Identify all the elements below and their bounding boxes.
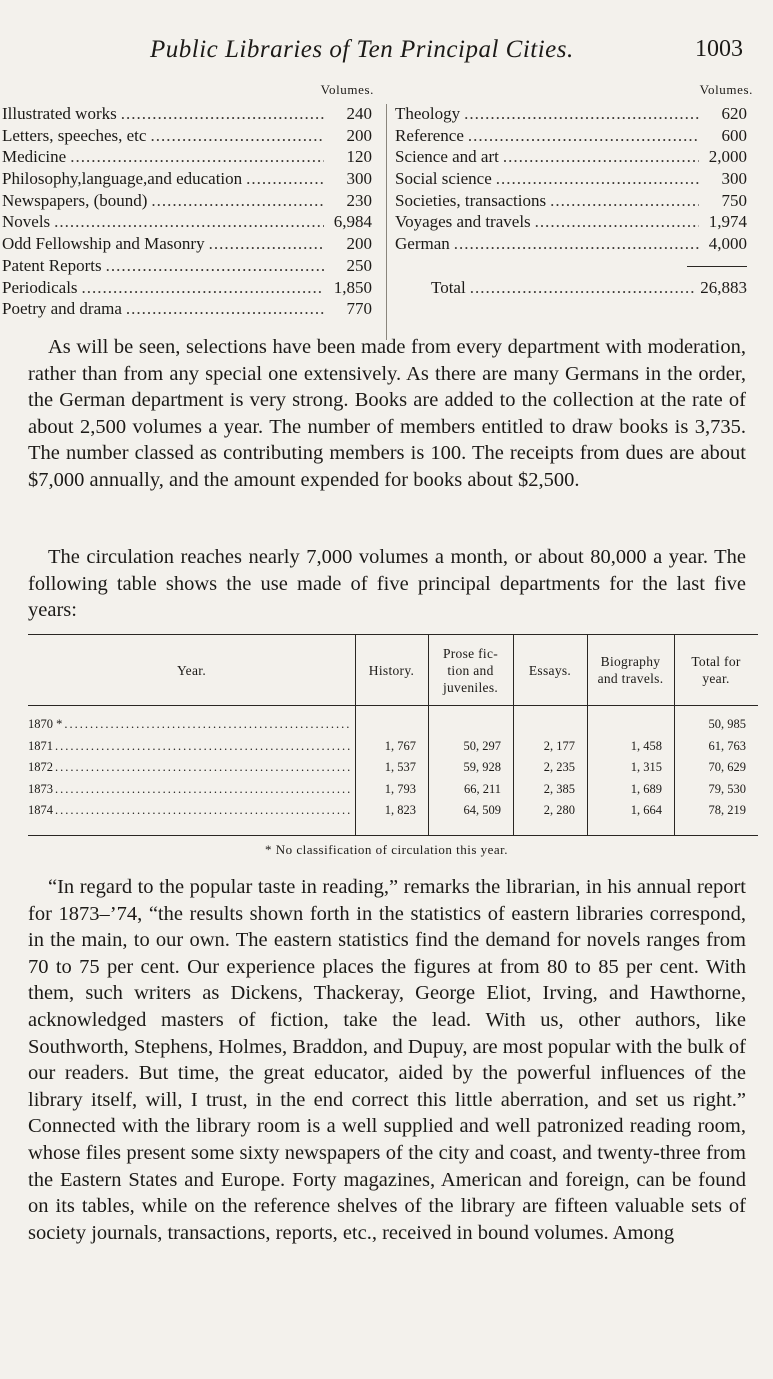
volumes-heading-right: Volumes. bbox=[699, 82, 753, 97]
dot-leader bbox=[70, 147, 324, 167]
dot-leader bbox=[55, 760, 350, 775]
cell-essays: 2, 177 bbox=[543, 738, 575, 753]
volume-row bbox=[387, 191, 747, 213]
row-year-cell bbox=[28, 803, 350, 818]
total-value: 26,883 bbox=[700, 277, 747, 297]
volume-row bbox=[387, 234, 747, 256]
cell-biography: 1, 458 bbox=[630, 738, 662, 753]
table-row bbox=[28, 803, 758, 824]
dot-leader bbox=[55, 803, 350, 818]
volume-category: Theology bbox=[395, 104, 461, 123]
row-year-cell bbox=[28, 760, 350, 775]
volume-row bbox=[2, 169, 382, 191]
volume-count: 300 bbox=[721, 169, 747, 189]
page-number: 1003 bbox=[695, 36, 743, 62]
table-row bbox=[28, 782, 758, 803]
volume-count: 620 bbox=[721, 104, 747, 123]
volume-total-row bbox=[387, 278, 747, 300]
volume-row bbox=[387, 169, 747, 191]
cell-essays: 2, 235 bbox=[543, 760, 575, 774]
rule-line bbox=[687, 266, 747, 267]
header-total: Total for year. bbox=[691, 654, 741, 686]
row-year: 1872 bbox=[28, 760, 53, 774]
table-footnote: * No classification of circulation this year. bbox=[264, 842, 509, 857]
row-year-cell bbox=[28, 717, 350, 732]
cell-history: 1, 793 bbox=[384, 781, 416, 796]
volume-count: 750 bbox=[721, 190, 747, 210]
volumes-right-rows bbox=[387, 104, 747, 299]
volume-count: 240 bbox=[346, 104, 372, 123]
volumes-left-rows bbox=[2, 104, 382, 321]
volume-count: 770 bbox=[346, 299, 372, 319]
volume-count: 1,850 bbox=[333, 277, 372, 297]
dot-leader bbox=[150, 126, 324, 146]
volume-count: 600 bbox=[721, 125, 747, 145]
cell-biography: 1, 315 bbox=[630, 760, 662, 774]
dot-leader bbox=[54, 212, 324, 232]
volume-row bbox=[2, 104, 382, 126]
cell-essays: 2, 280 bbox=[543, 803, 575, 817]
cell-total: 78, 219 bbox=[708, 803, 746, 817]
volume-count: 250 bbox=[346, 255, 372, 275]
circulation-table bbox=[28, 634, 758, 836]
cell-total: 61, 763 bbox=[708, 738, 746, 753]
volume-category: German bbox=[395, 234, 450, 254]
cell-history: 1, 537 bbox=[384, 760, 416, 774]
volume-category: Patent Reports bbox=[2, 255, 102, 275]
dot-leader bbox=[246, 169, 324, 189]
cell-biography: 1, 689 bbox=[630, 781, 662, 796]
cell-essays: 2, 385 bbox=[543, 781, 575, 796]
volume-count: 6,984 bbox=[333, 212, 372, 232]
volume-count: 120 bbox=[346, 147, 372, 167]
dot-leader bbox=[209, 234, 324, 254]
volume-category: Odd Fellowship and Masonry bbox=[2, 234, 205, 254]
table-row bbox=[28, 717, 758, 738]
volume-count: 200 bbox=[346, 234, 372, 254]
volumes-table bbox=[0, 82, 773, 322]
volume-row bbox=[387, 104, 747, 126]
volume-row bbox=[2, 278, 382, 300]
volume-row bbox=[2, 212, 382, 234]
header-prose-fiction: Prose fic- tion and juveniles. bbox=[442, 645, 499, 695]
row-year: 1873 bbox=[28, 781, 53, 796]
cell-prose: 59, 928 bbox=[463, 760, 501, 774]
header-biography: Biography and travels. bbox=[597, 654, 664, 686]
total-label: Total bbox=[431, 277, 466, 297]
volume-category: Science and art bbox=[395, 147, 499, 167]
header-history: History. bbox=[368, 662, 415, 678]
volume-category: Novels bbox=[2, 212, 51, 232]
table-row bbox=[28, 760, 758, 781]
volume-category: Letters, speeches, etc bbox=[2, 125, 147, 145]
total-rule bbox=[387, 256, 747, 278]
volume-row bbox=[2, 147, 382, 169]
paragraph-selections bbox=[28, 334, 746, 494]
volumes-right-column bbox=[386, 104, 747, 340]
cell-prose: 66, 211 bbox=[463, 781, 501, 796]
volume-row bbox=[387, 126, 747, 148]
volume-row bbox=[387, 147, 747, 169]
dot-leader bbox=[64, 717, 350, 732]
dot-leader bbox=[454, 234, 699, 254]
cell-total: 70, 629 bbox=[708, 760, 746, 774]
volume-row bbox=[2, 191, 382, 213]
volume-row bbox=[2, 256, 382, 278]
paragraph-circulation bbox=[28, 544, 746, 624]
dot-leader bbox=[496, 169, 699, 189]
volume-category: Illustrated works bbox=[2, 104, 117, 123]
dot-leader bbox=[464, 104, 699, 124]
volume-category: Reference bbox=[395, 125, 464, 145]
dot-leader bbox=[106, 256, 324, 276]
dot-leader bbox=[55, 782, 350, 797]
volume-count: 2,000 bbox=[708, 147, 747, 167]
dot-leader bbox=[82, 278, 324, 298]
header-year: Year. bbox=[176, 662, 206, 678]
row-year: 1871 bbox=[28, 738, 53, 753]
row-year: 1874 bbox=[28, 803, 53, 817]
volumes-heading-left: Volumes. bbox=[320, 82, 374, 97]
volume-row bbox=[2, 234, 382, 256]
volume-category: Medicine bbox=[2, 147, 67, 167]
running-title: Public Libraries of Ten Principal Cities. bbox=[150, 36, 574, 63]
volume-category: Poetry and drama bbox=[2, 299, 122, 319]
volume-category: Social science bbox=[395, 169, 492, 189]
volume-row bbox=[2, 299, 382, 321]
volume-row bbox=[2, 126, 382, 148]
row-year-cell bbox=[28, 782, 350, 797]
cell-prose: 50, 297 bbox=[463, 738, 501, 753]
volume-category: Voyages and travels bbox=[395, 212, 531, 232]
volume-count: 200 bbox=[346, 125, 372, 145]
volume-category: Periodicals bbox=[2, 277, 78, 297]
dot-leader bbox=[126, 299, 324, 319]
volume-category: Newspapers, (bound) bbox=[2, 190, 148, 210]
row-year-cell bbox=[28, 739, 350, 754]
cell-total: 79, 530 bbox=[708, 781, 746, 796]
volume-count: 4,000 bbox=[708, 234, 747, 254]
dot-leader bbox=[468, 126, 699, 146]
cell-prose: 64, 509 bbox=[463, 803, 501, 817]
cell-history: 1, 767 bbox=[384, 738, 416, 753]
dot-leader bbox=[121, 104, 324, 124]
cell-total: 50, 985 bbox=[708, 717, 746, 731]
dot-leader bbox=[503, 147, 699, 167]
dot-leader bbox=[55, 739, 350, 754]
volume-count: 1,974 bbox=[708, 212, 747, 232]
table-row bbox=[28, 739, 758, 760]
paragraph-text: “In regard to the popular taste in reading,” remarks the librarian, in his annual report for 1873–’74, “the results shown forth in the statistics of eastern libraries correspond, in the main, to our own. The eastern statistics find the demand for novels ranges from 70 to 75 per cent. Our experience places the figures at from 80 to 85 per cent. With them, such writers as Dickens, Thackeray, George Eliot, Irving, and Hawthorne, acknowledged masters of fiction, take the lead. With us, other authors, like Southworth, Stephens, Holmes, Braddon, and Dupuy, are most popular with the bulk of our readers. But time, the great educator, aided by the powerful influences of the library itself, will, I trust, in the end correct this little aberration, and set us right.” Connected with the library room is a well supplied and well patronized reading room, whose files present some sixty newspapers of the city and coast, and twenty-three from the Eastern States and Europe. Forty magazines, American and foreign, can be found on its tables, while on the reference shelves of the library are fifteen valuable sets of society journals, transactions, reports, etc., received in bound volumes. Among bbox=[28, 876, 746, 1244]
paragraph-text: The circulation reaches nearly 7,000 volumes a month, or about 80,000 a year. The following table shows the use made of five principal departments for the last five years: bbox=[28, 546, 746, 622]
volume-category: Societies, transactions bbox=[395, 190, 547, 210]
paragraph-popular-taste bbox=[28, 874, 746, 1246]
paragraph-text: As will be seen, selections have been made from every department with moderation, rather than from any special one extensively. As there are many Germans in the order, the German department is very strong. Books are added to the collection at the rate of about 2,500 volumes a year. The number of members entitled to draw books is 3,735. The number classed as contributing members is 100. The receipts from dues are about $7,000 annually, and the amount expended for books about $2,500. bbox=[28, 336, 746, 491]
dot-leader bbox=[151, 191, 324, 211]
volume-count: 230 bbox=[346, 190, 372, 210]
volume-row bbox=[387, 212, 747, 234]
running-head bbox=[0, 36, 773, 66]
volume-category: Philosophy,language,and education bbox=[2, 169, 243, 189]
dot-leader bbox=[535, 212, 699, 232]
dot-leader bbox=[550, 191, 699, 211]
cell-biography: 1, 664 bbox=[630, 803, 662, 817]
dot-leader bbox=[470, 278, 697, 298]
volume-count: 300 bbox=[346, 169, 372, 189]
header-essays: Essays. bbox=[528, 662, 572, 678]
row-year: 1870 * bbox=[28, 717, 63, 731]
cell-history: 1, 823 bbox=[384, 803, 416, 817]
